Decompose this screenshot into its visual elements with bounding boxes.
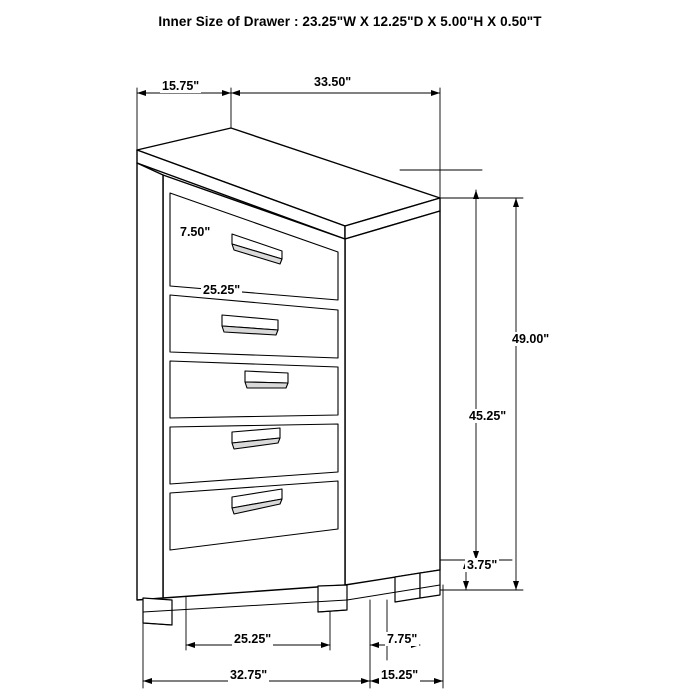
dim-bottom-side-depth: 7.75" (387, 632, 418, 646)
dim-depth-top: 15.75" (162, 79, 200, 93)
dim-drawer-width: 25.25" (203, 283, 241, 297)
dim-height-to-top-edge: 45.25" (469, 409, 507, 423)
dim-base-width: 32.75" (230, 668, 268, 682)
dim-base-depth: 15.25" (381, 668, 419, 682)
dim-leg-height: 3.75" (467, 558, 498, 572)
dim-drawer-height: 7.50" (180, 225, 211, 239)
page-title: Inner Size of Drawer : 23.25"W X 12.25"D X 5.00"H X 0.50"T (158, 14, 542, 29)
dim-width-top: 33.50" (314, 75, 352, 89)
dim-bottom-drawer-width: 25.25" (234, 632, 272, 646)
dim-total-height: 49.00" (512, 332, 550, 346)
